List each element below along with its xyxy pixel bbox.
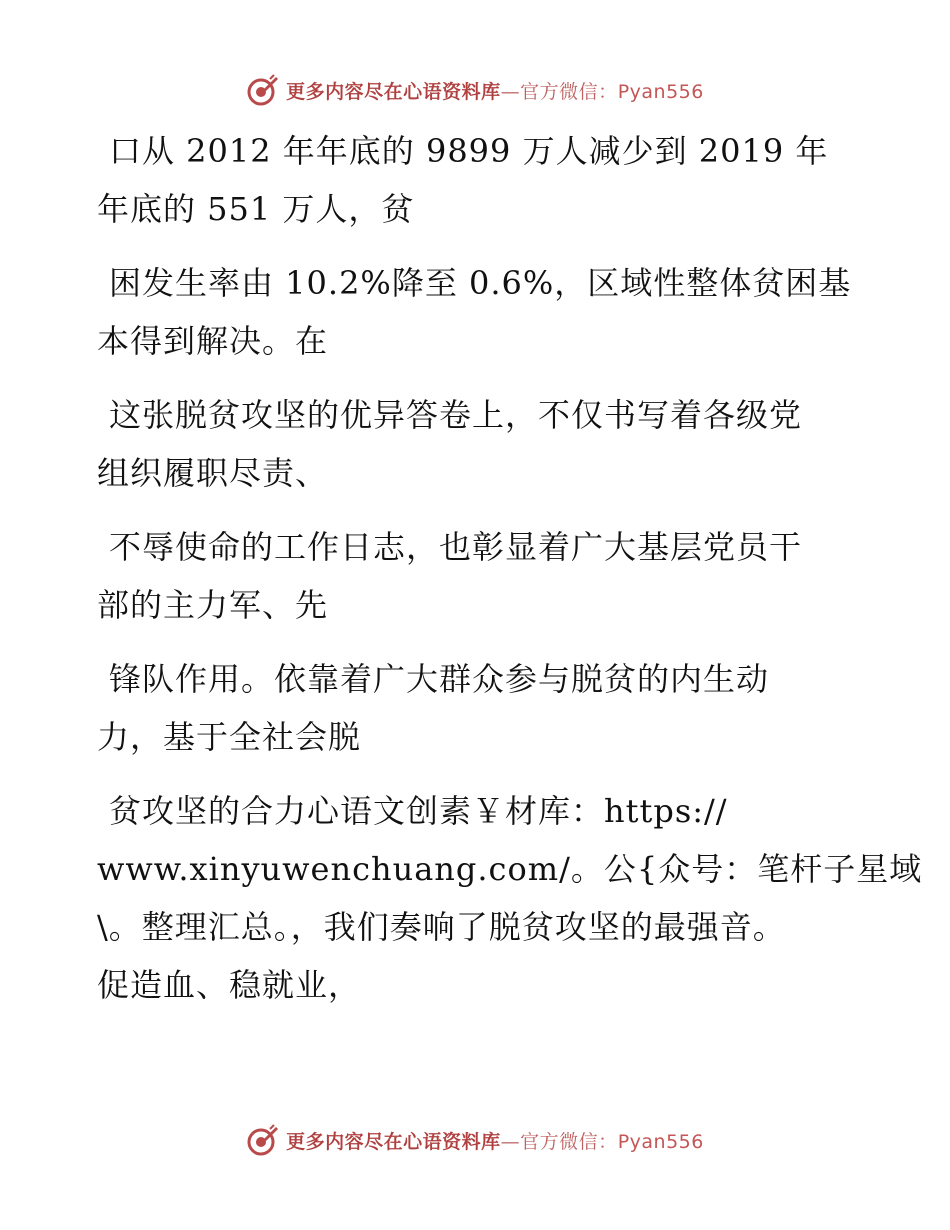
paragraph-5 <box>97 650 857 766</box>
footer-banner <box>0 1120 950 1160</box>
paragraph-line: 困发生率由 10.2%降至 0.6%，区域性整体贫困基 <box>109 264 852 302</box>
paragraph-2 <box>97 254 857 370</box>
pen-logo-icon <box>246 73 280 107</box>
banner-dash: — <box>500 1130 521 1153</box>
document-body <box>97 122 923 1014</box>
paragraph-3 <box>97 386 857 502</box>
paragraph-line: 部的主力军、先 <box>97 586 329 624</box>
banner-dash: — <box>500 80 521 103</box>
paragraph-line: www.xinyuwenchuang.com/。公{众号：笔杆子星域 <box>97 850 923 888</box>
paragraph-line: 贫攻坚的合力心语文创素￥材库：https:// <box>109 792 728 830</box>
banner-wechat-id: Pyan556 <box>617 1130 704 1153</box>
banner-text <box>286 77 704 104</box>
paragraph-line: 年底的 551 万人，贫 <box>97 190 415 228</box>
banner-wechat-id: Pyan556 <box>617 80 704 103</box>
paragraph-line: 力，基于全社会脱 <box>97 718 362 756</box>
banner-text <box>286 1127 704 1154</box>
paragraph-1 <box>97 122 857 238</box>
banner-sub-text: 官方微信： <box>520 1130 618 1153</box>
banner-sub-text: 官方微信： <box>520 80 618 103</box>
paragraph-line: 这张脱贫攻坚的优异答卷上，不仅书写着各级党 <box>109 396 803 434</box>
paragraph-line: 本得到解决。在 <box>97 322 329 360</box>
pen-logo-icon <box>246 1123 280 1157</box>
paragraph-line: 促造血、稳就业， <box>97 966 362 1004</box>
paragraph-line: \。整理汇总。，我们奏响了脱贫攻坚的最强音。 <box>97 908 786 946</box>
paragraph-6 <box>97 782 923 1014</box>
paragraph-4 <box>97 518 857 634</box>
paragraph-line: 口从 2012 年年底的 9899 万人减少到 2019 年 <box>109 132 829 170</box>
banner-main-text: 更多内容尽在心语资料库 <box>286 1130 501 1153</box>
paragraph-line: 组织履职尽责、 <box>97 454 329 492</box>
banner-main-text: 更多内容尽在心语资料库 <box>286 80 501 103</box>
paragraph-line: 锋队作用。依靠着广大群众参与脱贫的内生动 <box>109 660 770 698</box>
header-banner <box>0 70 950 110</box>
paragraph-line: 不辱使命的工作日志，也彰显着广大基层党员干 <box>109 528 803 566</box>
